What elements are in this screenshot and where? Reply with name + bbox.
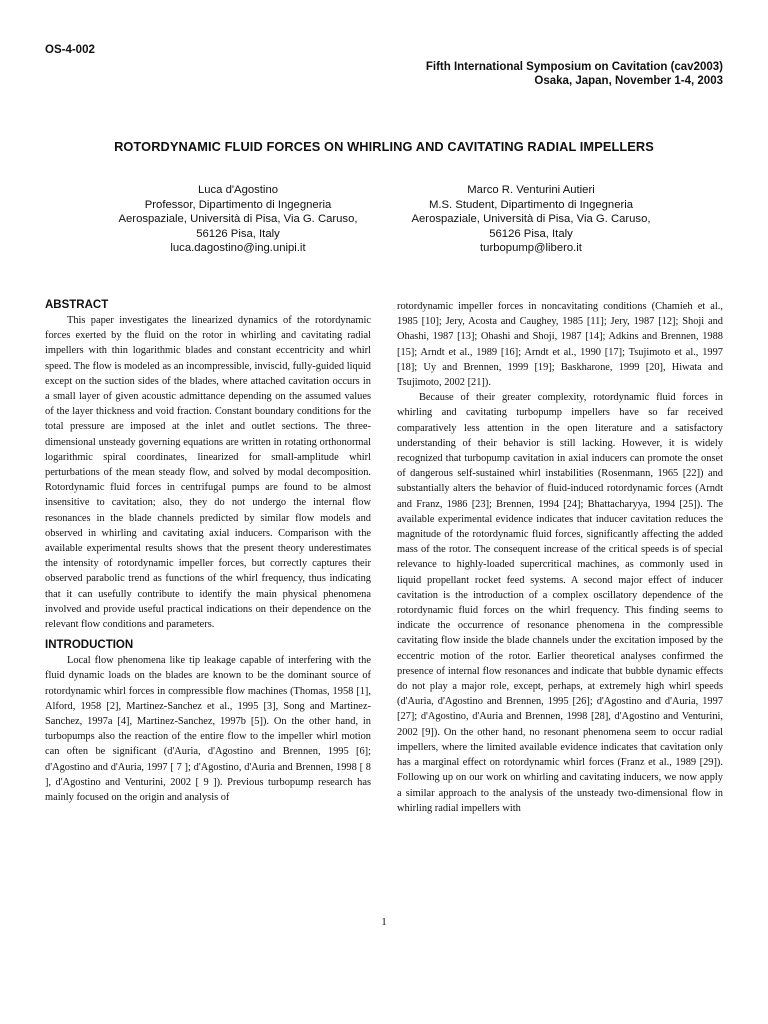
- author-city: 56126 Pisa, Italy: [489, 227, 573, 240]
- body-paragraph: Because of their greater complexity, rotordynamic fluid forces in whirling and cavitating turbopump impellers have so far received comparatively less attention in the open literature and a satisfactory understanding of their behavior is still lacking. However, it is widely recognized that turbopump cavitation in axial inducers can promote the onset of dangerous self-sustained whirl instabilities (Rosenmann, 1965 [22]) and substantially alters the behavior of fluid-induced rotordynamic forces (Arndt and Franz, 1986 [23]; Brennen, 1994 [24]; Bhattacharyya, 1994 [25]). The available experimental evidence indicates that inducer cavitation reduces the magnitude of the rotordynamic fluid forces, significantly affecting the added mass of the rotor. The consequent increase of the critical speeds is of special relevance to highly-loaded supercritical machines, as commonly used in liquid propellant rocket feed systems. A second major effect of inducer cavitation is the introduction of a complex oscillatory dependence of the rotordynamic fluid forces on the whirl frequency. This finding seems to indicate the occurrence of resonance phenomena in the compressible cavitating flow inside the blade channels under the excitation imposed by the eccentric motion of the rotor. Earlier theoretical analyses confirmed the presence of internal flow resonances and indicate that bubble dynamic effects do not play a major role, except, perhaps, at extremely high whirl speeds (d'Auria, d'Agostino and Brennen, 1995 [26]; d'Agostino and d'Auria, 1997 [27]; d'Agostino, d'Auria and Brennen, 1998 [28], d'Agostino and Venturini, 2002 [9]). On the other hand, no resonant phenomena seem to occur radial impellers, where the limited available evidence indicates that cavitation only has a marginal effect on rotordynamic whirl forces (Franz et al., 1989 [29]). Following up on our work on whirling and cavitating inducers, we now apply a similar approach to the analysis of the unsteady two-dimensional flow in whirling radial impellers with: [397, 392, 723, 814]
- introduction-text: Local flow phenomena like tip leakage capable of interfering with the fluid dynamic loads on the blades are known to be the dominant source of rotordynamic whirl forces in compressible flow machines (Thomas, 1958 [1], Alford, 1958 [2], Martinez-Sanchez et al., 1995 [3], Song and Martinez-Sanchez, 1997a [4], Martinez-Sanchez, 1997b [5]). On the other hand, in turbopumps also the reaction of the entire flow to the impeller whirl motion can often be significant (d'Auria, d'Agostino and Brennen, 1995 [6]; d'Agostino and d'Auria, 1997 [ 7 ]; d'Agostino, d'Auria and Brennen, 1998 [ 8 ], d'Agostino and Venturini, 2002 [ 9 ]). Previous turbopump research has mainly focused on the origin and analysis of: [45, 655, 371, 804]
- conference-header: [426, 60, 723, 88]
- author-position: M.S. Student, Dipartimento di Ingegneria: [428, 198, 634, 211]
- author-city: 56126 Pisa, Italy: [196, 227, 280, 240]
- author-email: turbopump@libero.it: [480, 242, 582, 255]
- author-block-1: [88, 183, 388, 256]
- abstract-heading: ABSTRACT: [45, 299, 109, 311]
- author-name: Luca d'Agostino: [197, 184, 279, 196]
- document-id: OS-4-002: [45, 44, 95, 56]
- right-column: [397, 299, 723, 816]
- body-paragraph: rotordynamic impeller forces in noncavitating conditions (Chamieh et al., 1985 [10]; Jery, Acosta and Caughey, 1985 [11]; Jery, 1987 [12]; Shoji and Ohashi, 1987 [13]; Ohashi and Shoji, 1987 [14]; Adkins and Brennen, 1988 [15]; Arndt et al., 1989 [16]; Arndt et al., 1990 [17]; Tsujimoto et al., 1997 [18]; Uy and Brennen, 1999 [19]; Baskharone, 1999 [20], Hiwata and Tsujimoto, 2002 [21]).: [397, 301, 723, 389]
- author-address: Aerospaziale, Università di Pisa, Via G. Caruso,: [118, 213, 358, 226]
- author-position: Professor, Dipartimento di Ingegneria: [144, 198, 332, 211]
- author-name: Marco R. Venturini Autieri: [467, 184, 595, 196]
- conference-location-date: Osaka, Japan, November 1-4, 2003: [534, 75, 723, 87]
- author-email: luca.dagostino@ing.unipi.it: [170, 242, 306, 255]
- conference-name: Fifth International Symposium on Cavitation (cav2003): [425, 61, 723, 73]
- paper-title: ROTORDYNAMIC FLUID FORCES ON WHIRLING AND CAVITATING RADIAL IMPELLERS: [114, 139, 654, 154]
- author-block-2: [381, 183, 681, 256]
- page-number: 1: [381, 916, 387, 928]
- left-column: [45, 298, 371, 805]
- abstract-text: This paper investigates the linearized dynamics of the rotordynamic forces exerted by the fluid on the rotor in whirling and cavitating radial impellers with thin logarithmic blades and constant eccentricity and whirl speed. The flow is modeled as an incompressible, inviscid, fully-guided liquid except on the suction sides of the blades, where attached cavitation occurs in a small layer of given acoustic admittance depending on the assumed values of the layer thickness and void fraction. Constant boundary conditions for the total pressure are imposed at the inlet and outlet sections. The three-dimensional unsteady governing equations are written in rotating orthonormal logarithmic spiral coordinates, linearized for small-amplitude whirl perturbations of the mean steady flow, and solved by modal decomposition. Rotordynamic fluid forces in centrifugal pumps are found to be almost insensitive to cavitation; also, they do not undergo the internal flow resonances in the blade channels predicted by similar flow models and observed in whirling and cavitating axial inducers. Comparison with the available experimental results shows that the present theory underestimates the intensity of rotordynamic impeller forces, but correctly captures their observed parabolic trend as functions of the whirl frequency, thus indicating that it can usefully contribute to identify the main physical phenomena involved and provide useful practical indications on their dependence on the relevant flow conditions and parameters.: [45, 315, 371, 631]
- introduction-heading: INTRODUCTION: [45, 639, 134, 652]
- author-address: Aerospaziale, Università di Pisa, Via G. Caruso,: [411, 213, 651, 226]
